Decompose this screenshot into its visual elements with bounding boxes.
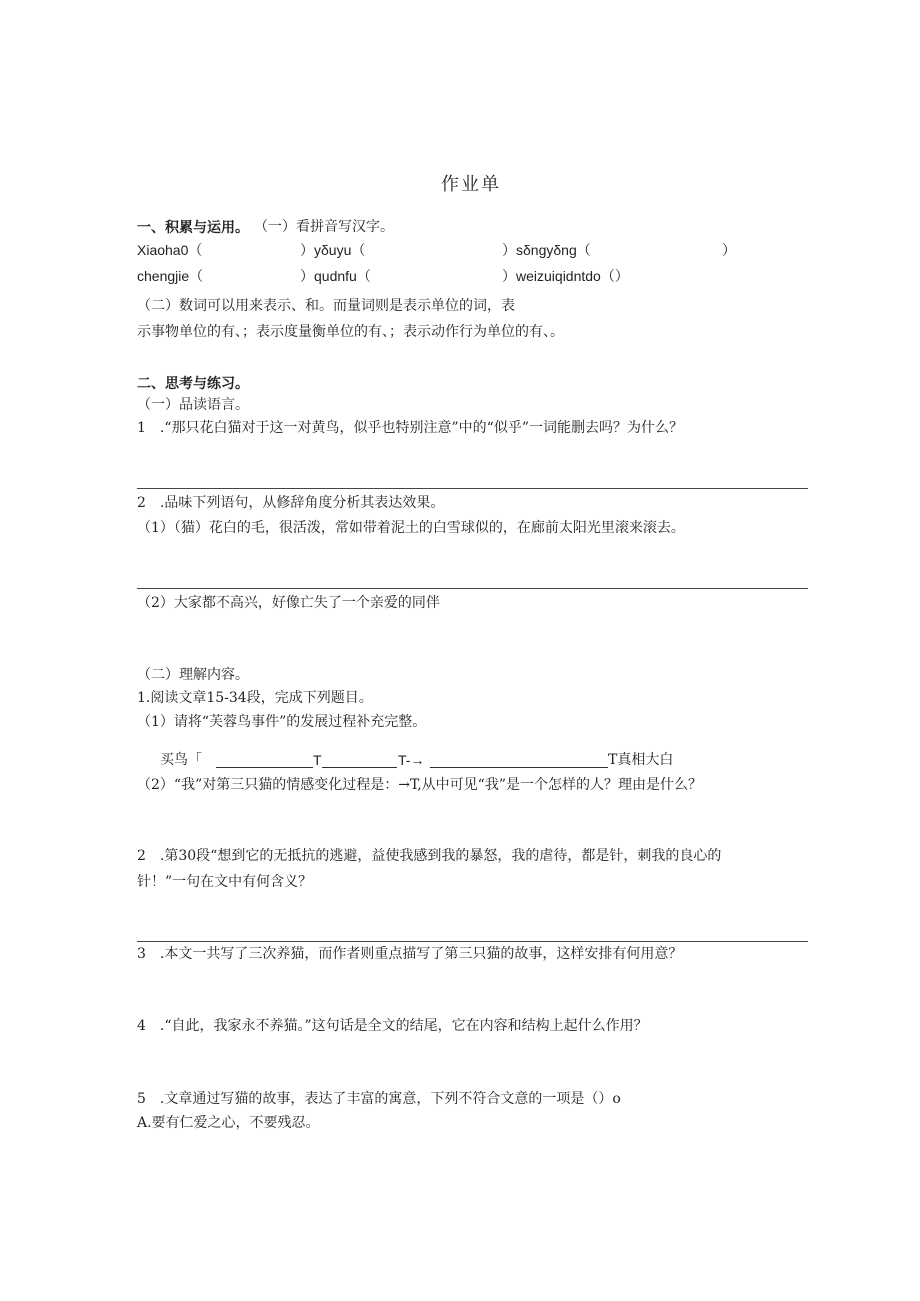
reading-2-line1: 2 .第30段“想到它的无抵抗的逃避，益使我感到我的暴怒，我的虐待，都是针，刺我的良心的 [137, 848, 722, 864]
reading-1-2: （2）“我”对第三只猫的情感变化过程是：→T,从中可见“我”是一个怎样的人？理由是什么？ [137, 777, 702, 793]
reading-5: 5 .文章通过写猫的故事，表达了丰富的寓意，下列不符合文意的一项是（）o [137, 1091, 621, 1107]
pinyin-item: ）weizuiqidntdo（） [502, 268, 629, 284]
pinyin-item: Xiaoha0（ [137, 242, 203, 258]
pinyin-item: ）qudnfu（ [300, 268, 371, 284]
flow-arrow: T-→ [398, 752, 425, 768]
section1-heading: 一、积累与运用。 [137, 219, 249, 235]
fill-blank [216, 767, 313, 768]
fill-blank [430, 767, 608, 768]
pinyin-item: ）sδngyδng（ [502, 242, 591, 258]
section1-sub1: （一）看拼音写汉字。 [254, 219, 394, 235]
section2-part2: （二）理解内容。 [137, 667, 249, 683]
question-1: 1 .“那只花白猫对于这一对黄鸟，似乎也特别注意”中的“似乎”一词能删去吗？为什么？ [137, 420, 683, 436]
reading-1: 1.阅读文章15-34段，完成下列题目。 [137, 690, 373, 706]
reading-2-line2: 针！”一句在文中有何含义？ [137, 874, 313, 890]
section2-part1: （一）品读语言。 [137, 397, 249, 413]
page-title: 作业单 [441, 174, 501, 195]
question-2-1: （1）（猫）花白的毛，很活泼，常如带着泥土的白雪球似的，在廊前太阳光里滚来滚去。 [137, 520, 685, 536]
section1-sub2-line1: （二）数词可以用来表示、和。而量词则是表示单位的词，表 [137, 298, 515, 314]
reading-5-option-a: A.要有仁爱之心，不要残忍。 [137, 1115, 320, 1131]
flow-end: T真相大白 [608, 752, 674, 768]
pinyin-item: ） [722, 242, 736, 258]
pinyin-item: chengjie（ [137, 268, 204, 284]
answer-line [137, 941, 808, 942]
answer-line [137, 488, 808, 489]
pinyin-item: ）yδuyu（ [300, 242, 366, 258]
flow-start: 买鸟「 [160, 752, 202, 768]
section1-sub2-line2: 示事物单位的有、；表示度量衡单位的有、；表示动作行为单位的有、。 [137, 324, 564, 340]
reading-3: 3 .本文一共写了三次养猫，而作者则重点描写了第三只猫的故事，这样安排有何用意？ [137, 946, 683, 962]
reading-4: 4 .“自此，我家永不养猫。”这句话是全文的结尾，它在内容和结构上起什么作用？ [137, 1018, 648, 1034]
section2-heading: 二、思考与练习。 [137, 375, 249, 391]
question-2: 2 .品味下列语句，从修辞角度分析其表达效果。 [137, 495, 445, 511]
reading-1-1: （1）请将“芙蓉鸟事件”的发展过程补充完整。 [137, 714, 427, 730]
flow-arrow: T [313, 752, 322, 768]
fill-blank [322, 767, 397, 768]
answer-line [137, 588, 808, 589]
question-2-2: （2）大家都不高兴，好像亡失了一个亲爱的同伴 [137, 595, 440, 611]
